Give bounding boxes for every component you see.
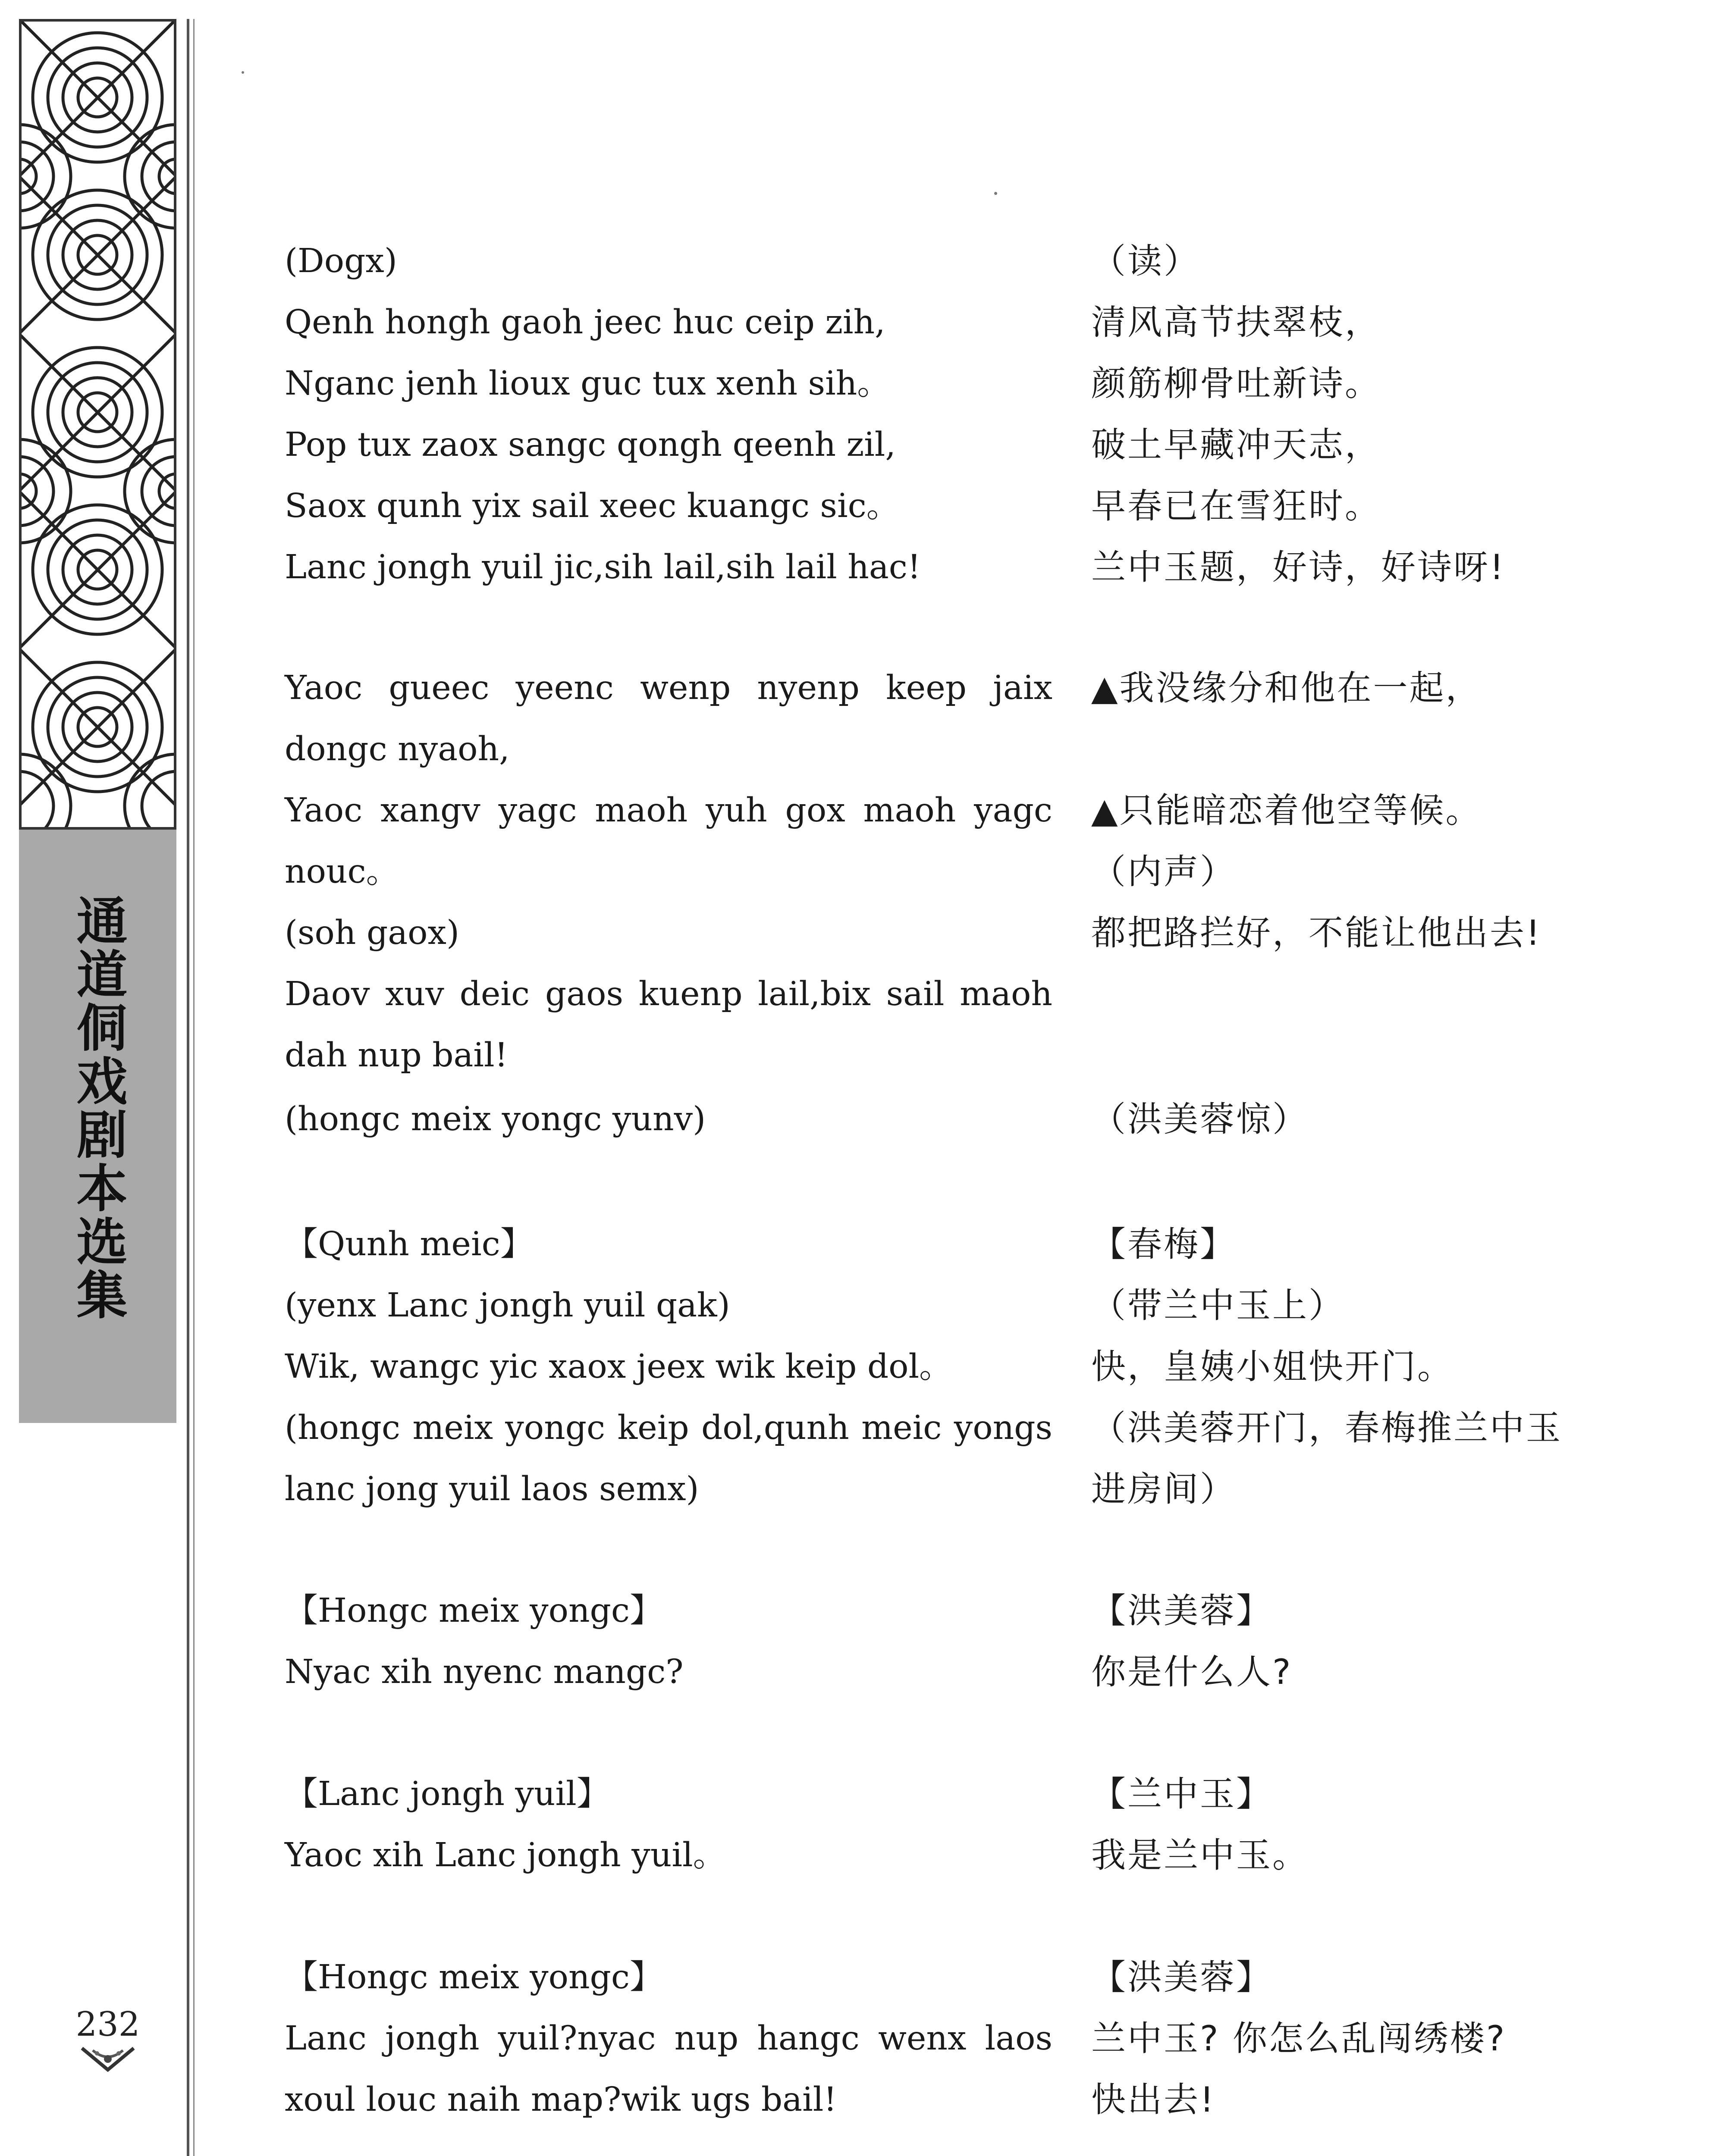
chinese-line: （读）: [1091, 241, 1200, 281]
dong-line: Wik, wangc yic xaox jeex wik keip dol。: [285, 1348, 953, 1386]
chinese-line: 兰中玉? 你怎么乱闯绣楼?: [1091, 2018, 1507, 2059]
dong-line: Saox qunh yix sail xeec kuangc sic。: [285, 487, 900, 525]
chinese-line: 快出去!: [1091, 2080, 1216, 2120]
chinese-line: 快，皇姨小姐快开门。: [1091, 1347, 1454, 1387]
chinese-line: 颜筋柳骨吐新诗。: [1091, 364, 1381, 404]
chinese-line: 破土早藏冲天志，: [1091, 425, 1381, 465]
dong-line: 【Hongc meix yongc】: [285, 1592, 663, 1630]
chinese-line: 【洪美蓉】: [1091, 1957, 1272, 1997]
dong-line: (yenx Lanc jongh yuil qak): [285, 1286, 730, 1325]
book-title: 通道侗戏剧本选集: [68, 894, 128, 1322]
chinese-line: （洪美蓉开门，春梅推兰中玉进房间）: [1091, 1408, 1562, 1509]
chinese-line: ▲只能暗恋着他空等候。: [1091, 790, 1482, 830]
chinese-line: （洪美蓉惊）: [1091, 1099, 1309, 1139]
dong-line: 【Qunh meic】: [285, 1225, 534, 1263]
dong-text: [285, 1089, 1052, 1150]
chinese-line: 【洪美蓉】: [1091, 1591, 1272, 1631]
dong-line: (Dogx): [285, 242, 397, 280]
dong-text: [285, 658, 1052, 1086]
dong-text: [285, 1580, 1052, 1703]
dong-line: Pop tux zaox sangc qongh qeenh zil,: [285, 426, 896, 464]
chinese-line: 你是什么人?: [1091, 1652, 1293, 1692]
chinese-line: （内声）: [1091, 852, 1236, 892]
chinese-text: [1091, 1947, 1570, 2131]
chinese-line: ▲我没缘分和他在一起，: [1091, 668, 1482, 708]
dong-line: Yaoc gueec yeenc wenp nyenp keep jaix dongc nyaoh,: [285, 669, 1052, 768]
chinese-line: 【兰中玉】: [1091, 1774, 1272, 1814]
dong-text: [285, 1947, 1052, 2131]
dong-line: (hongc meix yongc keip dol,qunh meic yongs lanc jong yuil laos semx): [285, 1409, 1052, 1508]
chinese-line: 我是兰中玉。: [1091, 1835, 1309, 1875]
dong-line: Lanc jongh yuil?nyac nup hangc wenx laos xoul louc naih map?wik ugs bail!: [285, 2019, 1052, 2119]
chinese-line: [1091, 719, 1570, 780]
chinese-line: 早春已在雪狂时。: [1091, 486, 1381, 526]
dong-line: Nyac xih nyenc mangc?: [285, 1653, 684, 1691]
chinese-line: 【春梅】: [1091, 1224, 1236, 1264]
dong-line: Qenh hongh gaoh jeec huc ceip zih,: [285, 303, 885, 342]
chinese-text: [1091, 1764, 1570, 1886]
chinese-text: [1091, 1580, 1570, 1703]
chinese-text: [1091, 1089, 1570, 1150]
dong-text: [285, 231, 1052, 598]
chinese-line: 兰中玉题，好诗，好诗呀!: [1091, 547, 1506, 587]
dong-line: Lanc jongh yuil jic,sih lail,sih lail hac!: [285, 548, 921, 586]
chinese-text: [1091, 658, 1570, 964]
dong-text: [285, 1214, 1052, 1520]
dong-line: 【Lanc jongh yuil】: [285, 1775, 610, 1813]
dong-line: 【Hongc meix yongc】: [285, 1958, 663, 1996]
dong-line: Yaoc xih Lanc jongh yuil。: [285, 1836, 726, 1874]
dong-line: (soh gaox): [285, 914, 460, 952]
chinese-line: （带兰中玉上）: [1091, 1285, 1345, 1326]
page-number: 232: [75, 2005, 140, 2044]
chinese-text: [1091, 1214, 1570, 1520]
chinese-line: 清风高节扶翠枝，: [1091, 302, 1381, 342]
dong-line: Yaoc xangv yagc maoh yuh gox maoh yagc nouc。: [285, 791, 1052, 891]
dong-text: [285, 1764, 1052, 1886]
dong-line: (hongc meix yongc yunv): [285, 1100, 706, 1138]
chinese-line: 都把路拦好，不能让他出去!: [1091, 913, 1542, 953]
dong-line: Daov xuv deic gaos kuenp lail,bix sail maoh dah nup bail!: [285, 975, 1052, 1075]
chinese-text: [1091, 231, 1570, 598]
dong-line: Nganc jenh lioux guc tux xenh sih。: [285, 364, 891, 403]
